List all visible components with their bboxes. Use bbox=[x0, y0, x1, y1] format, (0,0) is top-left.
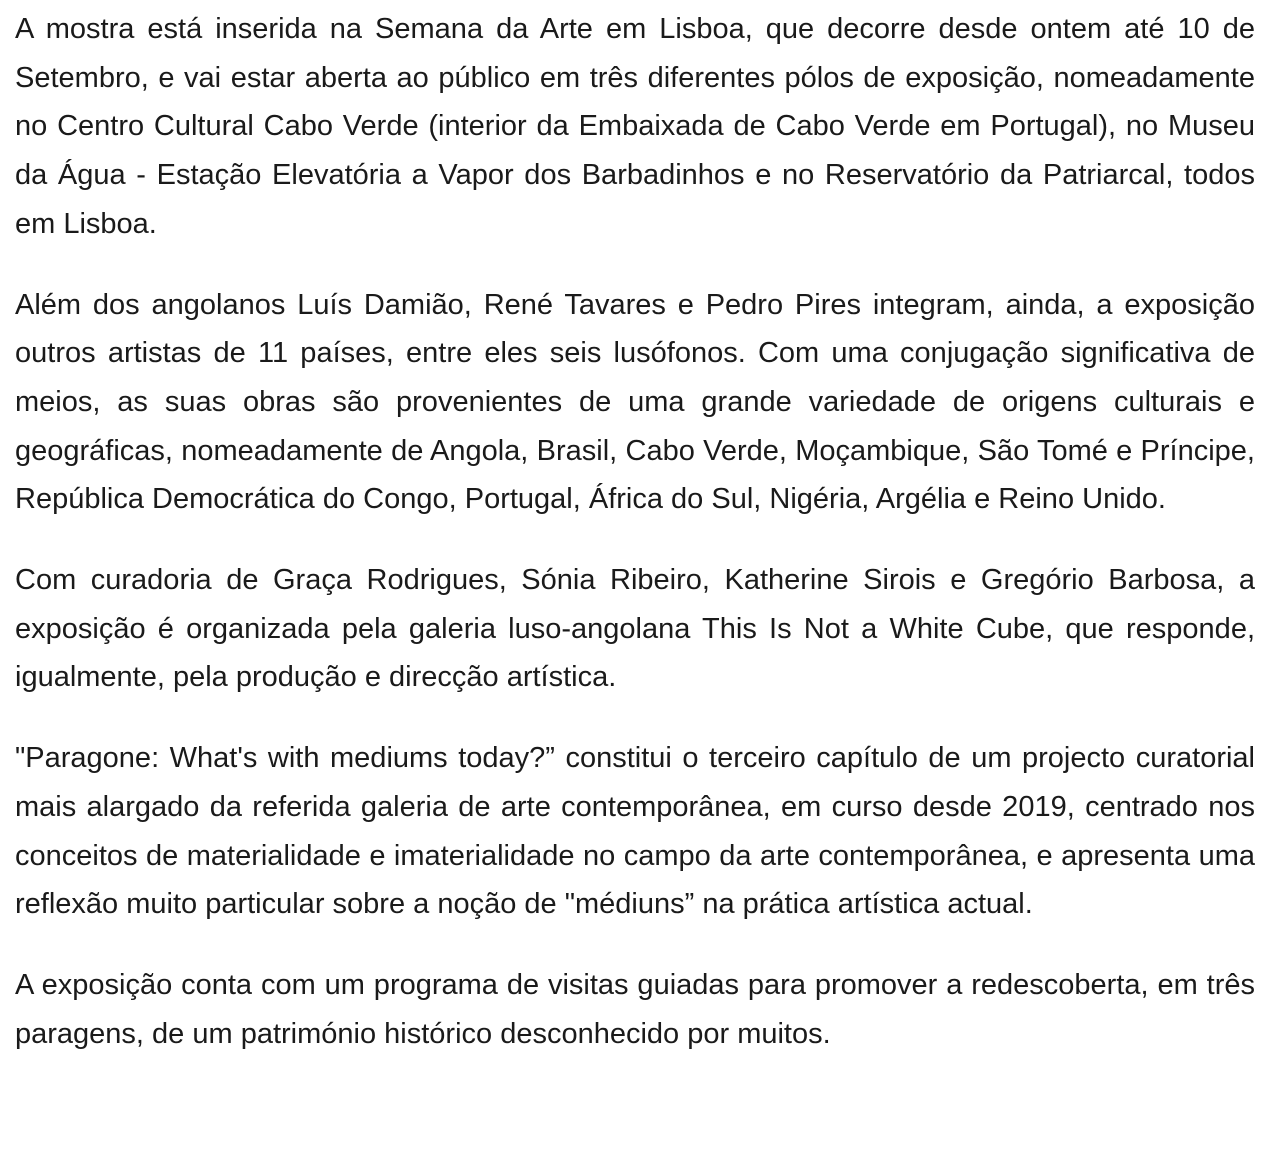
paragraph-paragone-project: "Paragone: What's with mediums today?” constitui o terceiro capítulo de um projecto curatorial mais alargado da referida galeria de arte contemporânea, em curso desde 2019, centrado nos conceitos de materialidade e imaterialidade no campo da arte contemporânea, e apresenta uma reflexão muito particular sobre a noção de "médiuns” na prática artística actual. bbox=[15, 742, 1255, 921]
paragraph-exhibition-venues: A mostra está inserida na Semana da Arte em Lisboa, que decorre desde ontem até 10 de Setembro, e vai estar aberta ao público em três diferentes pólos de exposição, nomeadamente no Centro Cultural Cabo Verde (interior da Embaixada de Cabo Verde em Portugal), no Museu da Água - Estação Elevatória a Vapor dos Barbadinhos e no Reservatório da Patriarcal, todos em Lisboa. bbox=[15, 13, 1255, 240]
paragraph-artists-countries: Além dos angolanos Luís Damião, René Tavares e Pedro Pires integram, ainda, a exposição outros artistas de 11 países, entre eles seis lusófonos. Com uma conjugação significativa de meios, as suas obras são provenientes de uma grande variedade de origens culturais e geográficas, nomeadamente de Angola, Brasil, Cabo Verde, Moçambique, São Tomé e Príncipe, República Democrática do Congo, Portugal, África do Sul, Nigéria, Argélia e Reino Unido. bbox=[15, 288, 1255, 516]
paragraph-guided-visits: A exposição conta com um programa de visitas guiadas para promover a redescoberta, em três paragens, de um património histórico desconhecido por muitos. bbox=[15, 968, 1255, 1050]
paragraph-curators: Com curadoria de Graça Rodrigues, Sónia Ribeiro, Katherine Sirois e Gregório Barbosa, a exposição é organizada pela galeria luso-angolana This Is Not a White Cube, que responde, igualmente, pela produção e direcção artística. bbox=[15, 564, 1255, 694]
article-body bbox=[15, 5, 1255, 1058]
